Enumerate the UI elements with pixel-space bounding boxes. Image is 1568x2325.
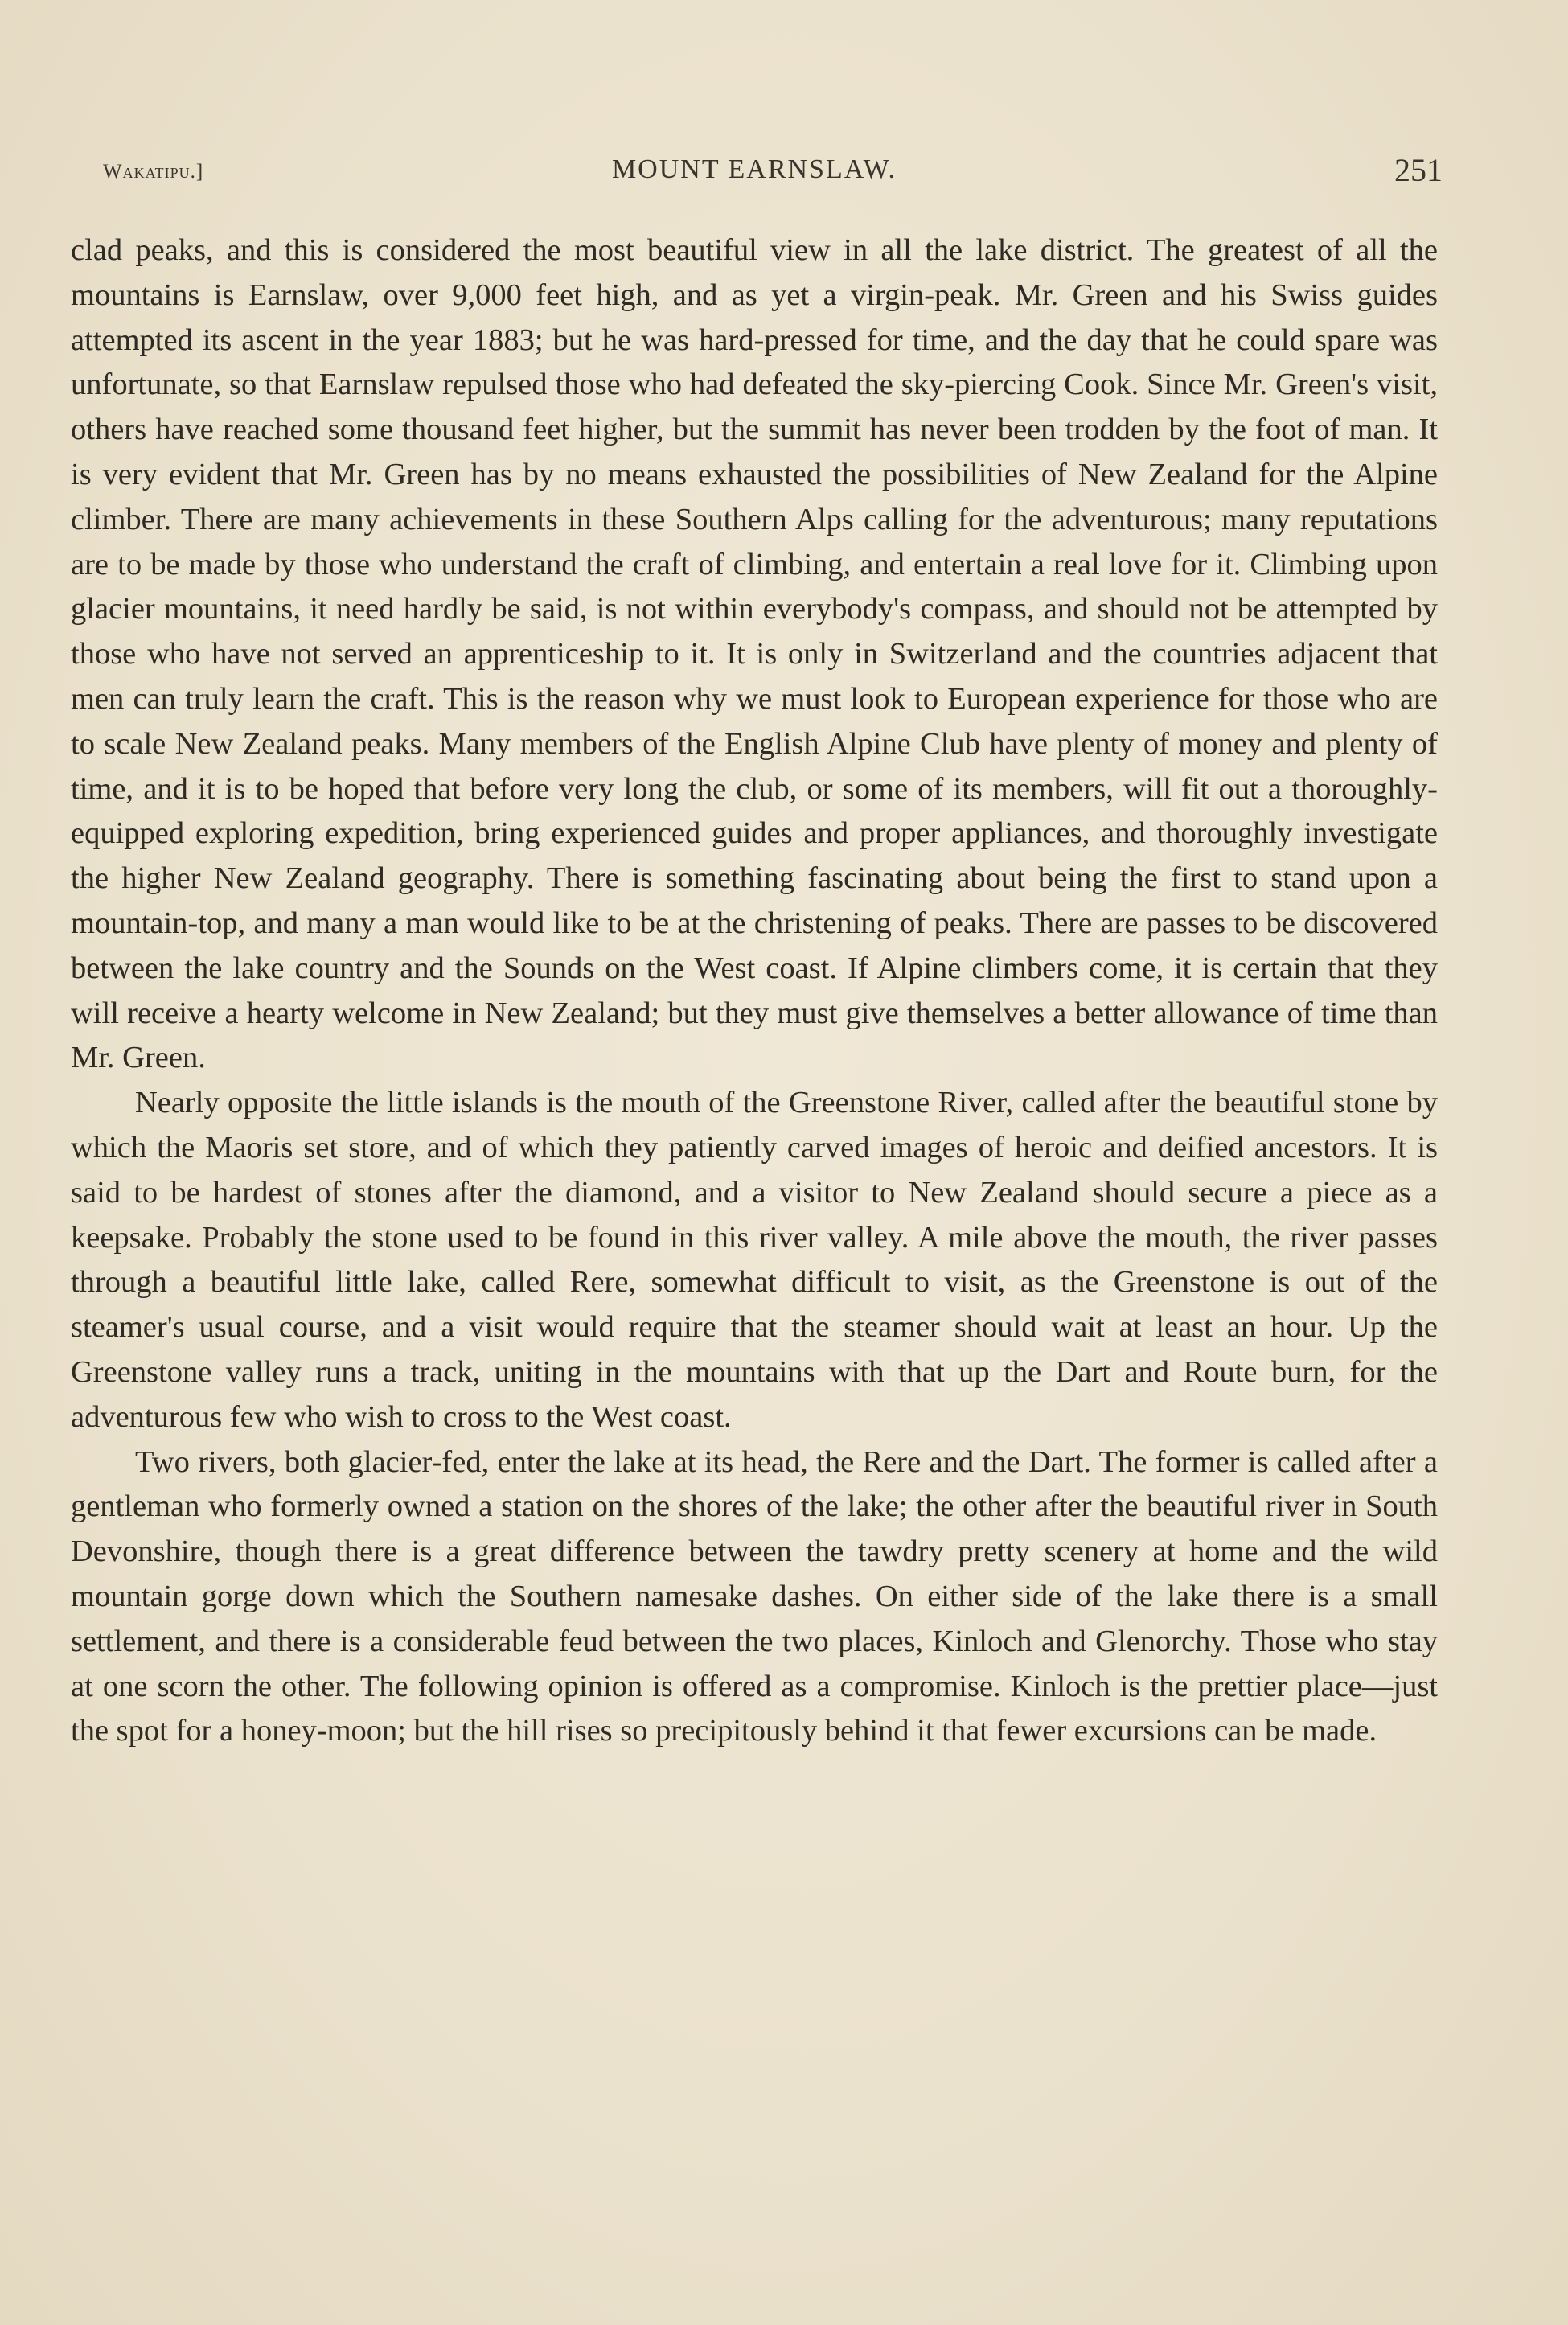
- body-text: [71, 228, 1438, 1754]
- section-label: Wakatipu.]: [103, 161, 204, 183]
- chapter-title: MOUNT EARNSLAW.: [611, 154, 897, 184]
- paragraph-2: Nearly opposite the little islands is the mouth of the Greenstone River, called after the beautiful stone by which the Maoris set store, and of which they patiently carved images of heroic and deified ancestors. It is said to be hardest of stones after the diamond, and a visitor to New Zealand should secure a piece as a keepsake. Probably the stone used to be found in this river valley. A mile above the mouth, the river passes through a beautiful little lake, called Rere, somewhat difficult to visit, as the Greenstone is out of the steamer's usual course, and a visit would require that the steamer should wait at least an hour. Up the Greenstone valley runs a track, uniting in the mountains with that up the Dart and Route burn, for the adventurous few who wish to cross to the West coast.: [71, 1086, 1438, 1434]
- running-head: [71, 150, 1443, 198]
- page-number: 251: [1394, 152, 1443, 188]
- paragraph-1: clad peaks, and this is considered the most beautiful view in all the lake district. The greatest of all the mountains is Earnslaw, over 9,000 feet high, and as yet a virgin-peak. Mr. Green and his Swiss guides attempted its ascent in the year 1883; but he was hard-pressed for time, and the day that he could spare was unfortunate, so that Earnslaw repulsed those who had defeated the sky-piercing Cook. Since Mr. Green's visit, others have reached some thousand feet higher, but the summit has never been trodden by the foot of man. It is very evident that Mr. Green has by no means exhausted the possibilities of New Zealand for the Alpine climber. There are many achievements in these Southern Alps calling for the adventurous; many reputations are to be made by those who understand the craft of climbing, and entertain a real love for it. Climbing upon glacier mountains, it need hardly be said, is not within everybody's compass, and should not be attempted by those who have not served an apprenticeship to it. It is only in Switzerland and the countries adjacent that men can truly learn the craft. This is the reason why we must look to European experience for those who are to scale New Zealand peaks. Many members of the English Alpine Club have plenty of money and plenty of time, and it is to be hoped that before very long the club, or some of its members, will fit out a thoroughly-equipped exploring expedition, bring experienced guides and proper appliances, and thoroughly investigate the higher New Zealand geography. There is something fascinating about being the first to stand upon a mountain-top, and many a man would like to be at the christening of peaks. There are passes to be discovered between the lake country and the Sounds on the West coast. If Alpine climbers come, it is certain that they will receive a hearty welcome in New Zealand; but they must give themselves a better allowance of time than Mr. Green.: [71, 233, 1438, 1075]
- paragraph-3: Two rivers, both glacier-fed, enter the lake at its head, the Rere and the Dart. The former is called after a gentleman who formerly owned a station on the shores of the lake; the other after the beautiful river in South Devonshire, though there is a great difference between the tawdry pretty scenery at home and the wild mountain gorge down which the Southern namesake dashes. On either side of the lake there is a small settlement, and there is a considerable feud between the two places, Kinloch and Glenorchy. Those who stay at one scorn the other. The following opinion is offered as a compromise. Kinloch is the prettier place—just the spot for a honey-moon; but the hill rises so precipitously behind it that fewer excursions can be made.: [71, 1444, 1438, 1748]
